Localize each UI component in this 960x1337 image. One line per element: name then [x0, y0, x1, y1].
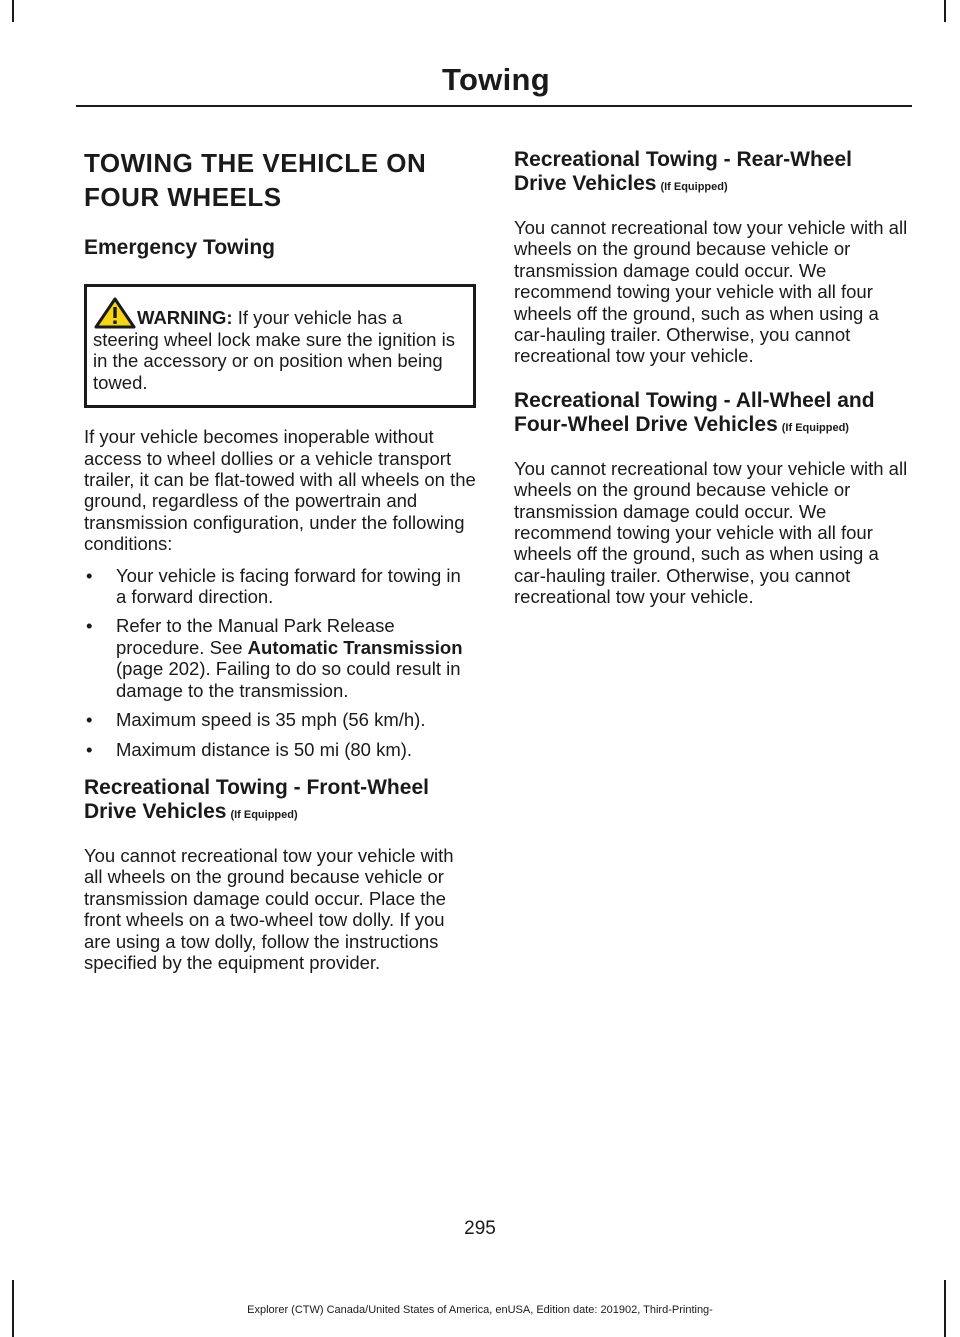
if-equipped-note: (If Equipped) — [230, 808, 298, 821]
awd-towing-heading — [514, 389, 910, 440]
bullet: • — [86, 615, 93, 637]
bullet: • — [86, 738, 93, 760]
section-title-line1: TOWING THE VEHICLE ON — [84, 148, 427, 178]
bullet: • — [86, 709, 93, 731]
left-column — [84, 140, 476, 973]
warning-triangle-icon — [93, 297, 137, 329]
awd-towing-paragraph: You cannot recreational tow your vehicle with all wheels on the ground because vehicle or transmission damage could occur. We recommend towing your vehicle with all four wheels off the ground, such as when using a car-hauling trailer. Otherwise, you cannot recreational tow your vehicle. — [514, 457, 908, 608]
list-item — [84, 615, 476, 701]
list-item — [84, 709, 476, 730]
heading-text: Recreational Towing - All-Wheel and Four-Wheel Drive Vehicles — [514, 388, 875, 436]
automatic-transmission-link[interactable]: Automatic Transmission — [247, 636, 463, 658]
rwd-towing-paragraph: You cannot recreational tow your vehicle with all wheels on the ground because vehicle or transmission damage could occur. We recommend towing your vehicle with all four wheels off the ground, such as when using a car-hauling trailer. Otherwise, you cannot recreational tow your vehicle. — [514, 217, 908, 367]
towing-conditions-list — [84, 565, 476, 760]
list-item-text: Refer to the Manual Park Release procedure. See — [116, 615, 395, 658]
warning-text: If your vehicle has a steering wheel lock make sure the ignition is in the accessory or on position when being towed. — [93, 307, 455, 393]
page-number: 295 — [464, 1218, 496, 1239]
page-header-title: Towing — [442, 62, 550, 97]
list-item-text: Maximum distance is 50 mi (80 km). — [116, 738, 413, 760]
section-title — [84, 146, 476, 214]
list-item-text: Maximum speed is 35 mph (56 km/h). — [116, 709, 426, 731]
warning-label: WARNING: — [137, 307, 233, 328]
list-item — [84, 565, 476, 608]
crop-mark-top-right — [944, 0, 946, 22]
emergency-towing-paragraph: If your vehicle becomes inoperable without access to wheel dollies or a vehicle transport trailer, it can be flat-towed with all wheels on the ground, regardless of the powertrain and transmission configuration, under the following conditions: — [84, 426, 476, 555]
list-item-text: Your vehicle is facing forward for towing in a forward direction. — [116, 564, 461, 608]
fwd-towing-heading — [84, 776, 476, 827]
emergency-towing-heading: Emergency Towing — [84, 236, 275, 259]
right-column — [514, 140, 910, 608]
heading-text: Recreational Towing - Front-Wheel Drive Vehicles — [84, 775, 429, 823]
bullet: • — [86, 564, 93, 586]
crop-mark-top-left — [12, 0, 14, 22]
rwd-towing-heading — [514, 148, 910, 199]
list-item — [84, 739, 476, 760]
if-equipped-note: (If Equipped) — [660, 181, 728, 193]
if-equipped-note: (If Equipped) — [781, 421, 849, 434]
heading-text: Recreational Towing - Rear-Wheel Drive Vehicles — [514, 148, 852, 195]
header-divider — [76, 105, 912, 107]
list-item-text: (page 202). Failing to do so could result in damage to the transmission. — [116, 658, 461, 701]
warning-box — [84, 284, 476, 408]
fwd-towing-paragraph: You cannot recreational tow your vehicle with all wheels on the ground because vehicle or transmission damage could occur. Place the front wheels on a two-wheel tow dolly. If you are using a tow dolly, follow the instructions specified by the equipment provider. — [84, 844, 454, 973]
footer-edition-text: Explorer (CTW) Canada/United States of America, enUSA, Edition date: 201902, Third-Printing- — [247, 1304, 713, 1316]
section-title-line2: FOUR WHEELS — [84, 182, 282, 212]
